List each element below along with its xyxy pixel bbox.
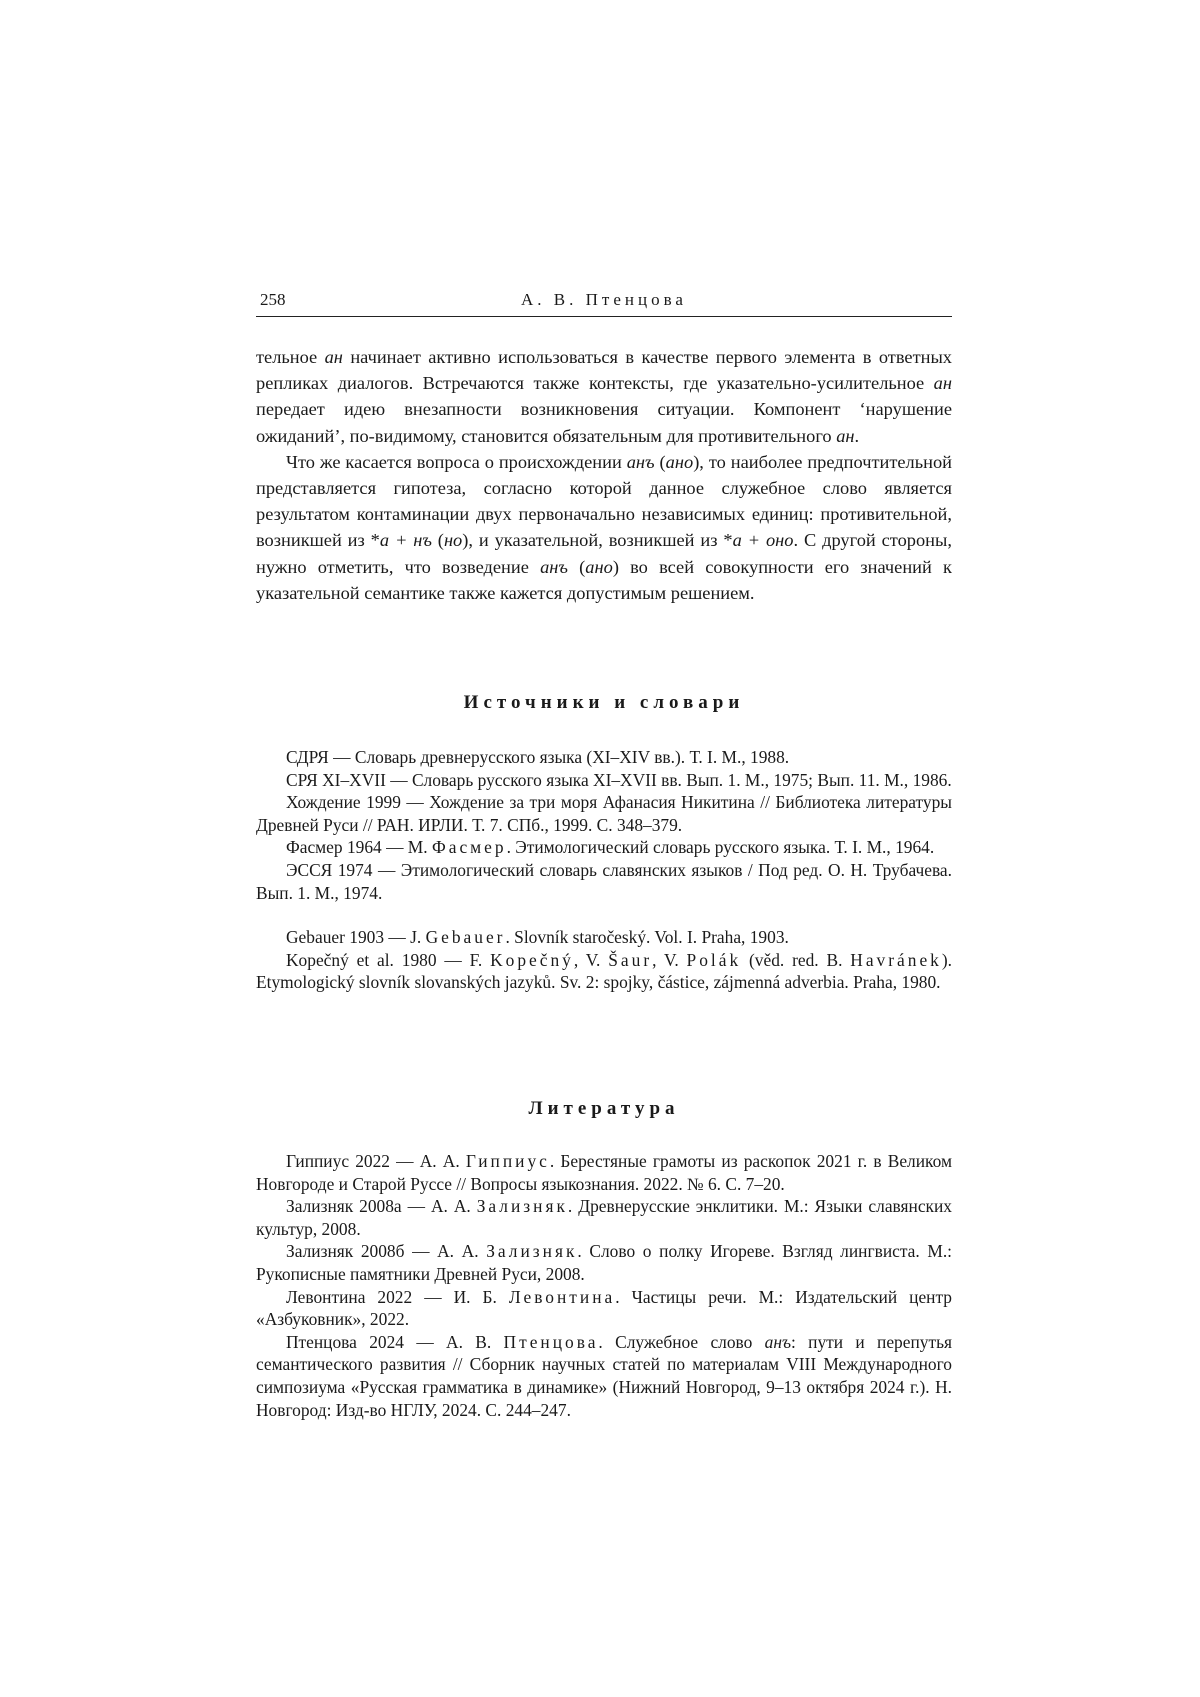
reference-entry: Левонтина 2022 — И. Б. Левонтина. Частицы речи. М.: Издательский центр «Азбуковник», 2022. (256, 1286, 952, 1330)
body-paragraph-2: Что же касается вопроса о происхождении анъ (ано), то наиболее предпочтительной представляется гипотеза, согласно которой данное служебное слово является результатом контаминации двух первоначально независимых единиц: противительной, возникшей из *а + нъ (но), и указательной, возникшей из *а + оно. С другой стороны, нужно отметить, что возведение анъ (ано) во всей совокупности его значений к указательной семантике также кажется допустимым решением. (256, 451, 952, 603)
sources-heading: Источники и словари (463, 692, 745, 713)
body-paragraph-1: тельное ан начинает активно использоваться в качестве первого элемента в ответных репликах диалогов. Встречаются также контексты, где указательно-усилительное ан передает идею внезапности возникновения ситуации. Компонент ‘нарушение ожиданий’, по-видимому, становится обязательным для противительного ан. (256, 347, 952, 446)
body-text (256, 344, 952, 606)
reference-entry: СДРЯ — Словарь древнерусского языка (XI–XIV вв.). Т. I. М., 1988. (286, 747, 790, 767)
literature-heading: Литература (528, 1098, 680, 1119)
reference-entry: Фасмер 1964 — М. Фасмер. Этимологический словарь русского языка. Т. I. М., 1964. (286, 837, 935, 858)
literature-list (256, 1150, 952, 1421)
reference-entry: Gebauer 1903 — J. Gebauer. Slovník staročeský. Vol. I. Praha, 1903. (286, 927, 789, 948)
reference-entry: Kopečný et al. 1980 — F. Kopečný, V. Šaur, V. Polák (věd. red. B. Havránek). Etymologický slovník slovanských jazyků. Sv. 2: spojky, částice, zájmenná adverbia. Praha, 1980. (256, 949, 952, 993)
reference-entry: Птенцова 2024 — А. В. Птенцова. Служебное слово анъ: пути и перепутья семантического развития // Сборник научных статей по материалам VIII Международного симпозиума «Русская грамматика в динамике» (Нижний Новгород, 9–13 октября 2024 г.). Н. Новгород: Изд-во НГЛУ, 2024. С. 244–247. (256, 1331, 953, 1420)
running-head (256, 288, 952, 317)
reference-entry: ЭССЯ 1974 — Этимологический словарь славянских языков / Под ред. О. Н. Трубачева. Вып. 1. М., 1974. (256, 859, 952, 903)
sources-list (256, 746, 952, 994)
reference-entry: Зализняк 2008б — А. А. Зализняк. Слово о полку Игореве. Взгляд лингвиста. М.: Рукописные памятники Древней Руси, 2008. (256, 1241, 953, 1284)
reference-entry: СРЯ XI–XVII — Словарь русского языка XI–XVII вв. Вып. 1. М., 1975; Вып. 11. М., 1986. (286, 769, 952, 790)
running-head-author: А. В. Птенцова (521, 290, 687, 309)
reference-entry: Зализняк 2008а — А. А. Зализняк. Древнерусские энклитики. М.: Языки славянских культур, 2008. (256, 1196, 953, 1239)
reference-entry: Гиппиус 2022 — А. А. Гиппиус. Берестяные грамоты из раскопок 2021 г. в Великом Новгороде и Старой Руссе // Вопросы языкознания. 2022. № 6. С. 7–20. (256, 1151, 952, 1194)
reference-entry: Хождение 1999 — Хождение за три моря Афанасия Никитина // Библиотека литературы Древней Руси // РАН. ИРЛИ. Т. 7. СПб., 1999. С. 348–379. (256, 792, 952, 835)
page-number: 258 (260, 290, 286, 309)
